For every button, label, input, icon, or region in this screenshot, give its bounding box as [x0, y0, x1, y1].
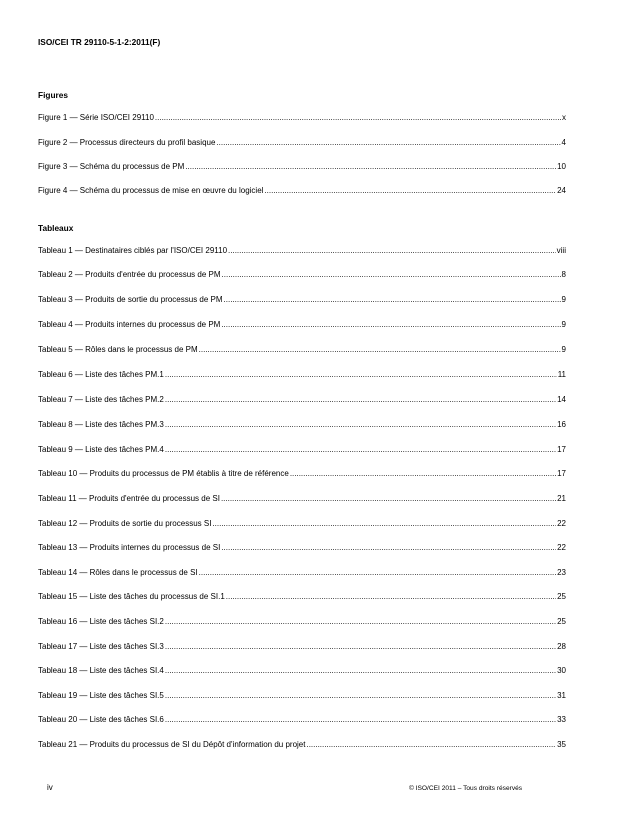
- toc-entry-label: Tableau 5 — Rôles dans le processus de PM: [38, 345, 198, 354]
- toc-entry-figure-2[interactable]: [38, 137, 566, 148]
- dot-leader: [224, 294, 561, 305]
- toc-entry-label: Tableau 3 — Produits de sortie du processus de PM: [38, 295, 223, 304]
- toc-entry-page: 30: [557, 666, 566, 675]
- toc-entry-table-7[interactable]: [38, 394, 566, 405]
- dot-leader: [264, 185, 556, 196]
- toc-entry-label: Tableau 13 — Produits internes du processus de SI: [38, 543, 221, 552]
- toc-entry-figure-3[interactable]: [38, 161, 566, 172]
- toc-entry-label: Tableau 20 — Liste des tâches SI.6: [38, 715, 164, 724]
- dot-leader: [290, 468, 556, 479]
- toc-entry-figure-4[interactable]: [38, 185, 566, 196]
- toc-entry-page: 22: [557, 543, 566, 552]
- toc-entry-label: Tableau 8 — Liste des tâches PM.3: [38, 420, 164, 429]
- toc-entry-label: Tableau 19 — Liste des tâches SI.5: [38, 691, 164, 700]
- toc-entry-page: 17: [557, 445, 566, 454]
- toc-entry-label: Tableau 2 — Produits d'entrée du processus de PM: [38, 270, 221, 279]
- dot-leader: [165, 616, 556, 627]
- toc-entry-page: 9: [561, 295, 566, 304]
- toc-entry-page: 11: [557, 370, 566, 379]
- dot-leader: [212, 518, 556, 529]
- toc-entry-label: Tableau 7 — Liste des tâches PM.2: [38, 395, 164, 404]
- toc-entry-table-3[interactable]: [38, 294, 566, 305]
- toc-entry-page: 8: [561, 270, 566, 279]
- toc-entry-label: Figure 2 — Processus directeurs du profil basique: [38, 138, 216, 147]
- toc-entry-table-19[interactable]: [38, 690, 566, 701]
- toc-entry-table-8[interactable]: [38, 419, 566, 430]
- toc-entry-table-5[interactable]: [38, 344, 566, 355]
- dot-leader: [221, 542, 556, 553]
- toc-entry-page: 9: [561, 345, 566, 354]
- toc-entry-page: x: [562, 113, 566, 122]
- toc-entry-table-17[interactable]: [38, 641, 566, 652]
- toc-entry-page: 22: [557, 519, 566, 528]
- toc-entry-page: 25: [557, 617, 566, 626]
- dot-leader: [228, 245, 556, 256]
- tables-section-title: Tableaux: [38, 223, 74, 233]
- dot-leader: [221, 493, 556, 504]
- dot-leader: [165, 641, 556, 652]
- toc-entry-page: 17: [557, 469, 566, 478]
- toc-entry-label: Tableau 11 — Produits d'entrée du processus de SI: [38, 494, 220, 503]
- toc-entry-table-12[interactable]: [38, 518, 566, 529]
- toc-entry-label: Tableau 15 — Liste des tâches du processus de SI.1: [38, 592, 225, 601]
- dot-leader: [165, 394, 556, 405]
- toc-entry-page: 10: [557, 162, 566, 171]
- toc-entry-table-13[interactable]: [38, 542, 566, 553]
- footer-page-number: iv: [47, 783, 53, 792]
- toc-entry-label: Figure 3 — Schéma du processus de PM: [38, 162, 185, 171]
- toc-entry-page: 24: [557, 186, 566, 195]
- toc-entry-table-4[interactable]: [38, 319, 566, 330]
- dot-leader: [165, 419, 556, 430]
- toc-entry-table-15[interactable]: [38, 591, 566, 602]
- toc-entry-table-1[interactable]: [38, 245, 566, 256]
- toc-entry-figure-1[interactable]: [38, 112, 566, 123]
- toc-entry-label: Tableau 10 — Produits du processus de PM établis à titre de référence: [38, 469, 289, 478]
- toc-entry-table-2[interactable]: [38, 269, 566, 280]
- toc-entry-page: 9: [561, 320, 566, 329]
- toc-entry-page: 23: [557, 568, 566, 577]
- toc-entry-label: Tableau 9 — Liste des tâches PM.4: [38, 445, 164, 454]
- dot-leader: [306, 739, 556, 750]
- toc-entry-label: Tableau 17 — Liste des tâches SI.3: [38, 642, 164, 651]
- toc-entry-table-18[interactable]: [38, 665, 566, 676]
- document-identifier: ISO/CEI TR 29110-5-1-2:2011(F): [38, 37, 161, 47]
- toc-entry-table-6[interactable]: [38, 369, 566, 380]
- toc-entry-label: Figure 4 — Schéma du processus de mise en œuvre du logiciel: [38, 186, 264, 195]
- toc-entry-label: Tableau 14 — Rôles dans le processus de SI: [38, 568, 198, 577]
- toc-entry-page: 4: [561, 138, 566, 147]
- toc-entry-table-11[interactable]: [38, 493, 566, 504]
- toc-entry-page: 14: [557, 395, 566, 404]
- toc-entry-label: Tableau 4 — Produits internes du processus de PM: [38, 320, 221, 329]
- figures-section-title: Figures: [38, 90, 68, 100]
- toc-entry-page: 16: [557, 420, 566, 429]
- footer-copyright: © ISO/CEI 2011 – Tous droits réservés: [409, 785, 523, 792]
- toc-entry-table-10[interactable]: [38, 468, 566, 479]
- toc-entry-label: Tableau 12 — Produits de sortie du processus SI: [38, 519, 212, 528]
- toc-entry-label: Tableau 21 — Produits du processus de SI du Dépôt d'information du projet: [38, 740, 306, 749]
- dot-leader: [165, 665, 556, 676]
- toc-entry-table-21[interactable]: [38, 739, 566, 750]
- dot-leader: [199, 567, 556, 578]
- dot-leader: [221, 319, 560, 330]
- dot-leader: [165, 369, 557, 380]
- toc-entry-page: 33: [557, 715, 566, 724]
- toc-entry-page: viii: [556, 246, 566, 255]
- dot-leader: [222, 269, 561, 280]
- toc-entry-label: Tableau 18 — Liste des tâches SI.4: [38, 666, 164, 675]
- toc-entry-page: 28: [557, 642, 566, 651]
- toc-entry-page: 31: [557, 691, 566, 700]
- toc-entry-label: Tableau 16 — Liste des tâches SI.2: [38, 617, 164, 626]
- dot-leader: [165, 690, 556, 701]
- dot-leader: [199, 344, 561, 355]
- dot-leader: [165, 714, 556, 725]
- toc-entry-label: Tableau 6 — Liste des tâches PM.1: [38, 370, 164, 379]
- toc-entry-page: 35: [557, 740, 566, 749]
- dot-leader: [165, 444, 556, 455]
- toc-entry-label: Tableau 1 — Destinataires ciblés par l'ISO/CEI 29110: [38, 246, 228, 255]
- dot-leader: [216, 137, 560, 148]
- dot-leader: [226, 591, 556, 602]
- dot-leader: [185, 161, 556, 172]
- toc-entry-table-16[interactable]: [38, 616, 566, 627]
- toc-entry-table-20[interactable]: [38, 714, 566, 725]
- dot-leader: [155, 112, 561, 123]
- toc-entry-page: 21: [557, 494, 566, 503]
- toc-entry-label: Figure 1 — Série ISO/CEI 29110: [38, 113, 154, 122]
- toc-entry-table-14[interactable]: [38, 567, 566, 578]
- toc-entry-table-9[interactable]: [38, 444, 566, 455]
- toc-entry-page: 25: [557, 592, 566, 601]
